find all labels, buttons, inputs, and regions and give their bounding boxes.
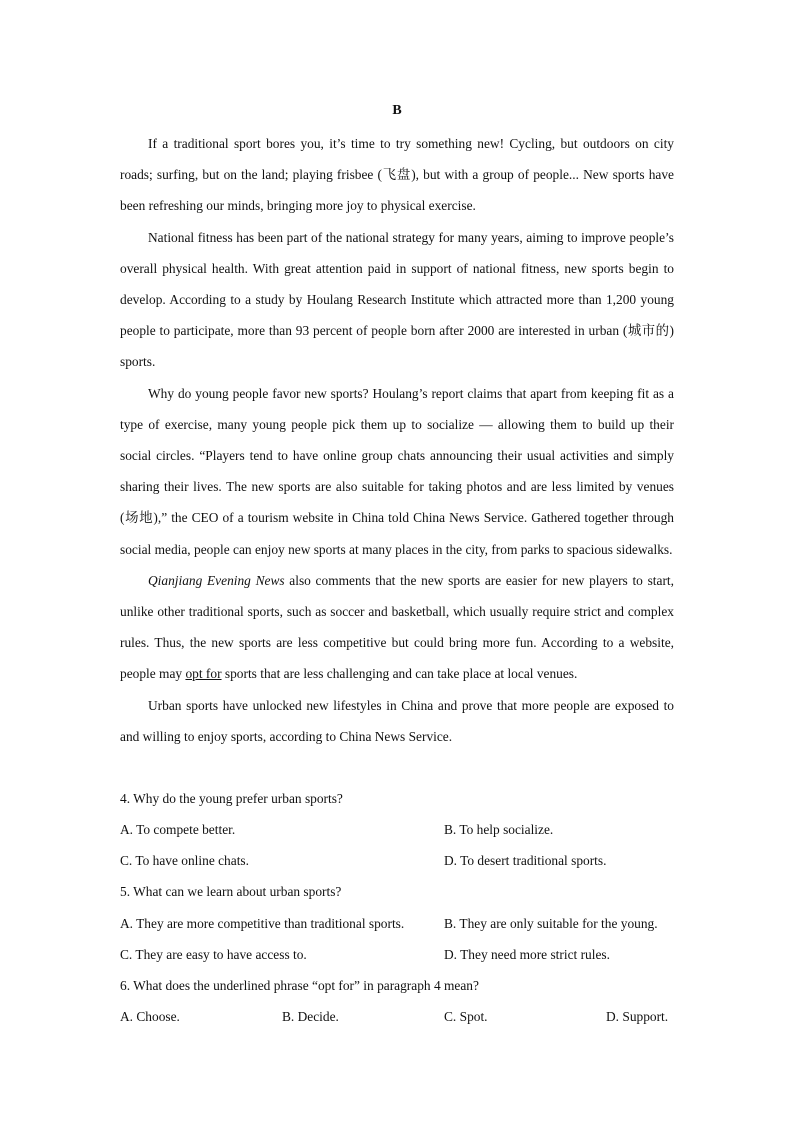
reading-passage (120, 128, 674, 752)
question-6-option-b[interactable]: B. Decide. (282, 1009, 339, 1024)
question-5-option-c[interactable]: C. They are easy to have access to. (120, 947, 307, 962)
paragraph-4 (120, 565, 674, 690)
question-4-option-c[interactable]: C. To have online chats. (120, 853, 249, 868)
question-5-option-a[interactable]: A. They are more competitive than traditional sports. (120, 916, 405, 931)
question-5-stem: 5. What can we learn about urban sports? (120, 884, 342, 899)
question-4-stem: 4. Why do the young prefer urban sports? (120, 791, 343, 806)
question-6-stem: 6. What does the underlined phrase “opt for” in paragraph 4 mean? (120, 978, 479, 993)
paragraph-4-text-a: also comments that the new sports are easier for new players to start, unlike other traditional sports, such as soccer and basketball, which usually require strict and complex rules. Thus, the new sports are less competitive but could bring more fun. According to a website, people may (120, 572, 674, 682)
paragraph-1: If a traditional sport bores you, it’s time to try something new! Cycling, but outdoors on city roads; surfing, but on the land; playing frisbee (飞盘), but with a group of people... New sports have been refreshing our minds, bringing more joy to physical exercise. (120, 136, 674, 214)
question-6-option-d[interactable]: D. Support. (606, 1009, 669, 1024)
question-5-option-d[interactable]: D. They need more strict rules. (444, 947, 610, 962)
question-4-option-a[interactable]: A. To compete better. (120, 822, 236, 837)
paragraph-3: Why do young people favor new sports? Houlang’s report claims that apart from keeping fit as a type of exercise, many young people pick them up to socialize — allowing them to build up their social circles. “Players tend to have online group chats announcing their usual activities and simply sharing their lives. The new sports are also suitable for taking photos and are less limited by venues (场地),” the CEO of a tourism website in China told China News Service. Gathered together through social media, people can enjoy new sports at many places in the city, from parks to spacious sidewalks. (120, 385, 674, 557)
paragraph-5: Urban sports have unlocked new lifestyles in China and prove that more people are exposed to and willing to enjoy sports, according to China News Service. (120, 697, 674, 744)
question-4-option-d[interactable]: D. To desert traditional sports. (444, 853, 607, 868)
underlined-phrase: opt for (185, 666, 222, 682)
newspaper-name: Qianjiang Evening News (148, 572, 285, 588)
paragraph-2: National fitness has been part of the national strategy for many years, aiming to improve people’s overall physical health. With great attention paid in support of national fitness, new sports begin to develop. According to a study by Houlang Research Institute which attracted more than 1,200 young people to participate, more than 93 percent of people born after 2000 are interested in urban (城市的) sports. (120, 229, 674, 370)
paragraph-4-text-b: sports that are less challenging and can take place at local venues. (221, 666, 578, 682)
question-6-option-c[interactable]: C. Spot. (444, 1009, 488, 1024)
section-label: B (392, 103, 402, 118)
question-4-option-b[interactable]: B. To help socialize. (444, 822, 554, 837)
question-6-option-a[interactable]: A. Choose. (120, 1009, 180, 1024)
question-5-option-b[interactable]: B. They are only suitable for the young. (444, 916, 658, 931)
